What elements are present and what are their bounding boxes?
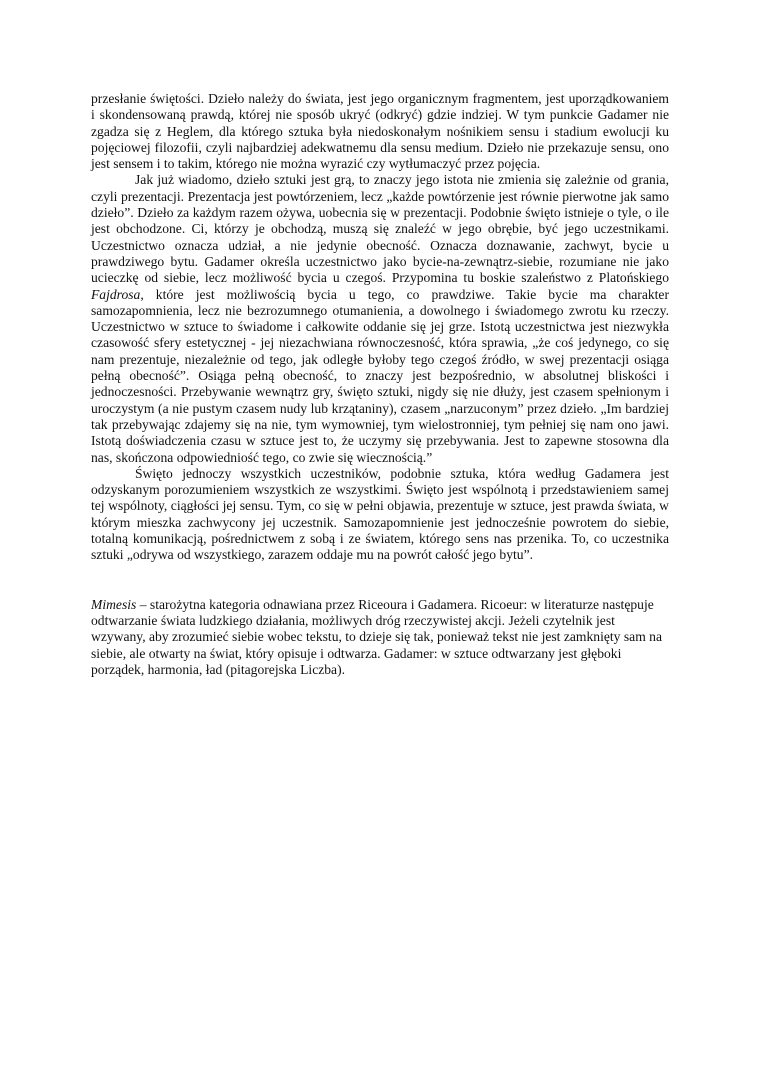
paragraph-3: Święto jednoczy wszystkich uczestników, podobnie sztuka, która według Gadamera jest odzyskanym porozumieniem wszystkich ze wszystkimi. Święto jest wspólnotą i przedstawieniem samej tej wspólnoty, ciągłości jej sensu. Tym, co się w pełni objawia, prezentuje w sztuce, jest prawda świata, w którym mieszka zachwycony jej uczestnik. Samozapomnienie jest jednocześnie powrotem do siebie, totalną komunikacją, pośrednictwem z sobą i ze światem, którego sens nas przenika. To, co uczestnika sztuki „odrywa od wszystkiego, zarazem oddaje mu na powrót całość jego bytu”. xyxy=(91,465,669,563)
paragraph-2-part-2: , które jest możliwością bycia u tego, co prawdziwe. Takie bycie ma charakter samozapomnienia, lecz nie bezrozumnego otumanienia, a dowolnego i świadomego zwrotu ku rzeczy. Uczestnictwo w sztuce to świadome i całkowite oddanie się jej grze. Istotą uczestnictwa jest niezwykła czasowość sfery estetycznej - jej niezachwiana równoczesność, która sprawia, „że coś jedynego, co się nam prezentuje, niezależnie od tego, jak odległe byłoby tego czegoś źródło, w swej prezentacji osiąga pełną obecność”. Osiąga pełną obecność, to znaczy jest bezpośrednio, w absolutnej bliskości i jednoczesności. Przebywanie wewnątrz gry, święto sztuki, nigdy się nie dłuży, jest czasem spełnionym i uroczystym (a nie pustym czasem nudy lub krzątaniny), czasem „narzuconym” przez dzieło. „Im bardziej tak przebywając zdajemy się na nie, tym wymowniej, tym wielostronniej, tym pełniej się nam ono jawi. Istotą doświadczenia czasu w sztuce jest to, że uczymy się przebywania. Jest to zapewne stosowna dla nas, skończona odpowiedniość tego, co zwie się wiecznością.” xyxy=(91,286,669,465)
paragraph-2 xyxy=(91,172,669,465)
mimesis-paragraph xyxy=(91,597,669,678)
paragraph-1: przesłanie świętości. Dzieło należy do świata, jest jego organicznym fragmentem, jest uporządkowaniem i skondensowaną prawdą, której nie sposób ukryć (odkryć) gdzie indziej. W tym punkcie Gadamer nie zgadza się z Heglem, dla którego sztuka była niedoskonałym nośnikiem sensu i stadium ewolucji ku pojęciowej filozofii, czyli najbardziej adekwatnemu dla sensu medium. Dzieło nie przekazuje sensu, ono jest sensem i to takim, którego nie można wyrazić czy wytłumaczyć przez pojęcia. xyxy=(91,91,669,172)
paragraph-2-part-1: Jak już wiadomo, dzieło sztuki jest grą, to znaczy jego istota nie zmienia się zależnie od grania, czyli prezentacji. Prezentacja jest powtórzeniem, lecz „każde powtórzenie jest równie pierwotne jak samo dzieło”. Dzieło za każdym razem ożywa, uobecnia się w prezentacji. Podobnie święto istnieje o tyle, o ile jest obchodzone. Ci, którzy je obchodzą, muszą się znaleźć w jego obrębie, być jego uczestnikami. Uczestnictwo oznacza udział, a nie jedynie obecność. Oznacza doznawanie, zachwyt, bycie u prawdziwego bytu. Gadamer określa uczestnictwo jako bycie-na-zewnątrz-siebie, rozumiane nie jako ucieczkę od siebie, lecz możliwość bycia u czegoś. Przypomina tu boskie szaleństwo z Platońskiego xyxy=(91,172,669,286)
fajdros-title: Fajdrosa xyxy=(91,286,141,302)
mimesis-definition: – starożytna kategoria odnawiana przez Riceoura i Gadamera. Ricoeur: w literaturze następuje odtwarzanie świata ludzkiego działania, możliwych dróg rzeczywistej akcji. Jeżeli czytelnik jest wzywany, aby zrozumieć siebie wobec tekstu, to dzieje się tak, ponieważ tekst nie jest zamknięty sam na siebie, ale otwarty na świat, który opisuje i odtwarza. Gadamer: w sztuce odtwarzany jest głęboki porządek, harmonia, ład (pitagorejska Liczba). xyxy=(91,596,662,677)
document-page xyxy=(91,91,669,678)
mimesis-term: Mimesis xyxy=(91,596,137,612)
